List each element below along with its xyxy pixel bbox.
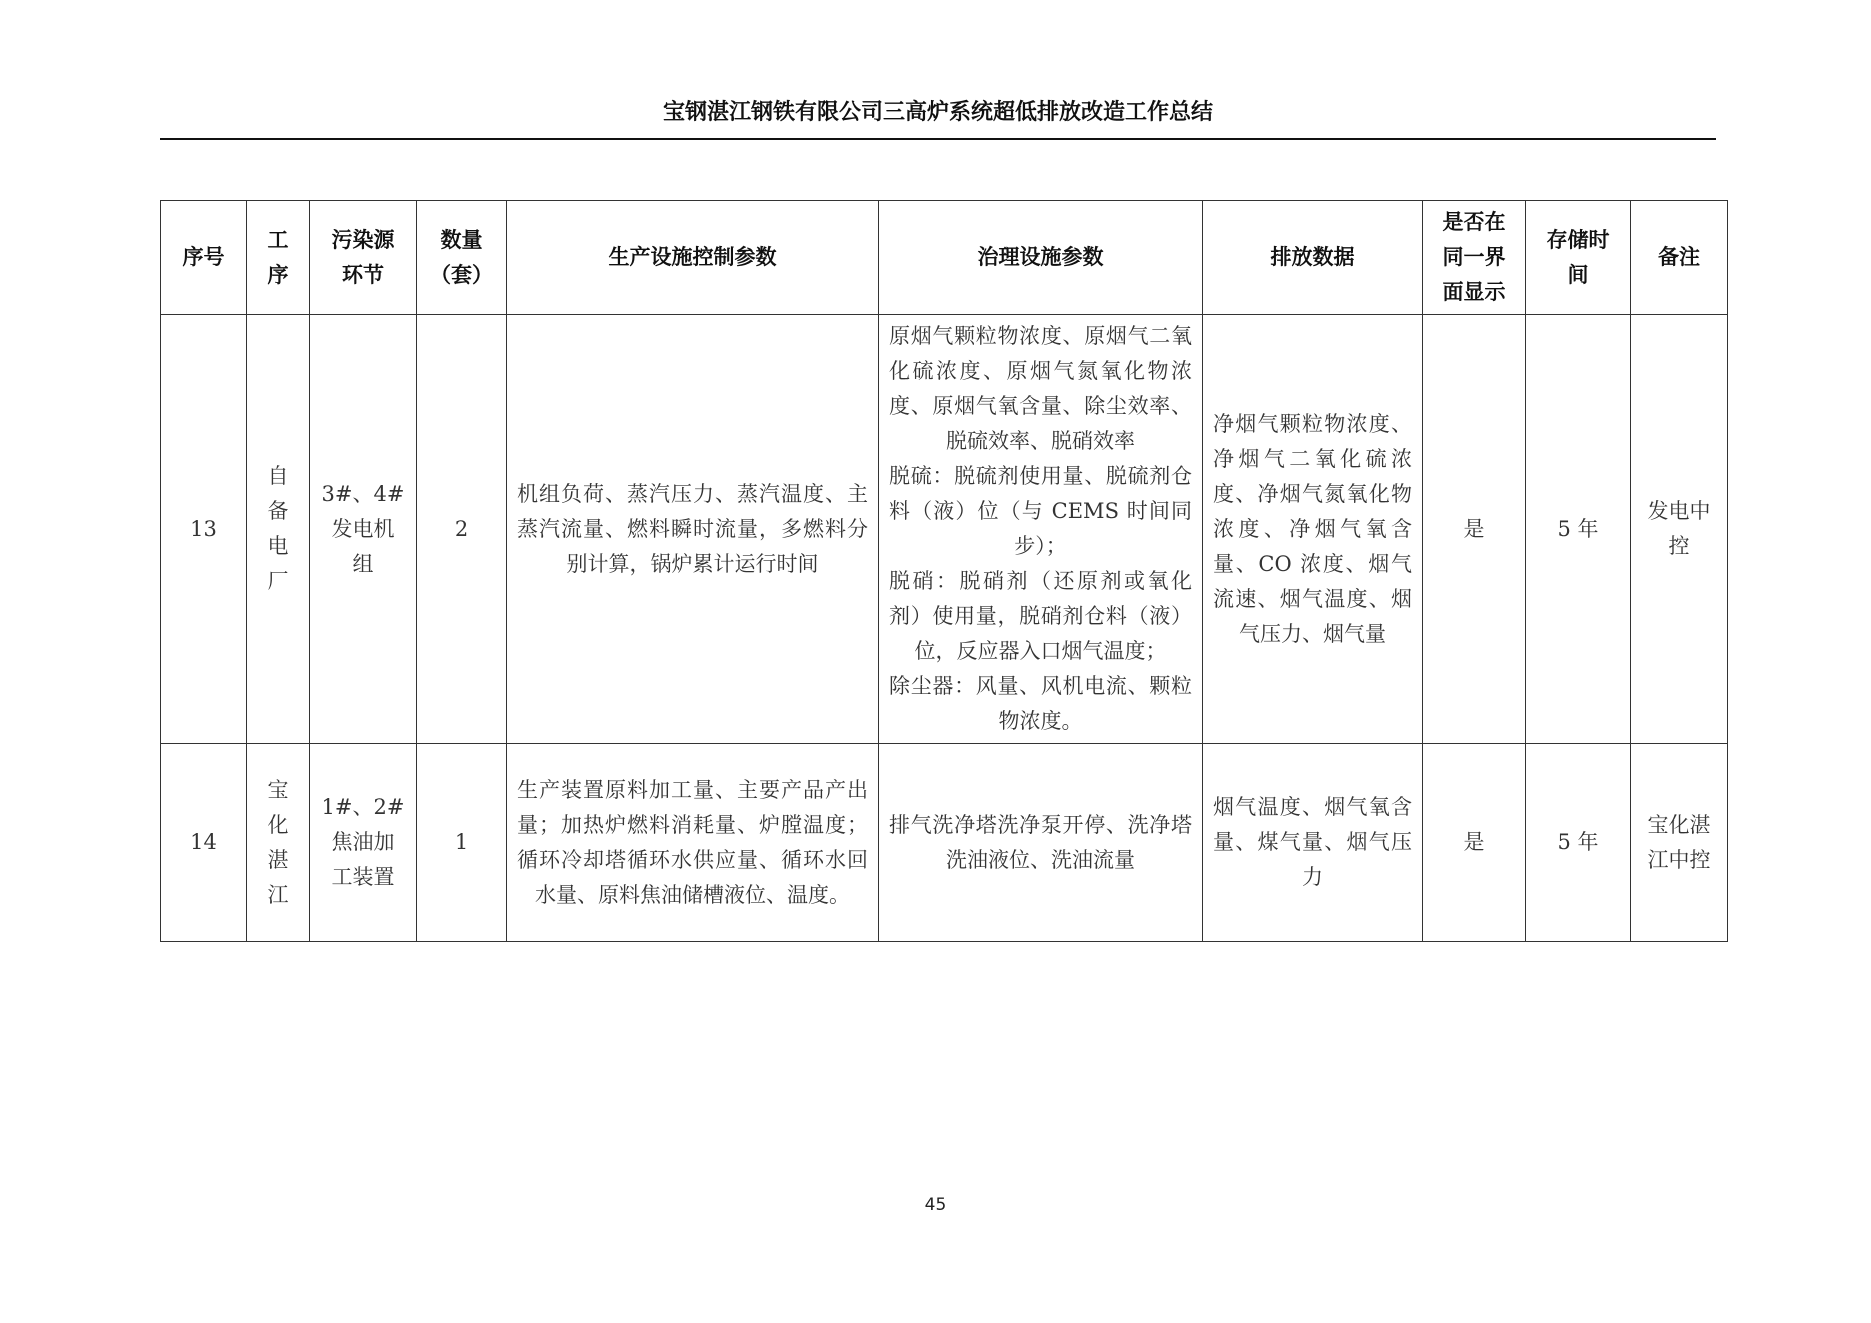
row-treatment-params xyxy=(879,744,1203,942)
header-label: 工 序 xyxy=(267,227,289,287)
row-remark-text: 发电中 控 xyxy=(1647,499,1711,558)
row-process xyxy=(247,315,310,744)
header-cell-source xyxy=(310,201,417,315)
row-remark xyxy=(1631,744,1728,942)
row-storage-time: 5 年 xyxy=(1526,315,1631,744)
header-cell-no xyxy=(161,201,247,315)
header-cell-emission-data xyxy=(1203,201,1423,315)
table-row xyxy=(161,315,1728,744)
row-emission-data: 净烟气颗粒物浓度、净烟气二氧化硫浓度、净烟气氮氧化物浓度、净烟气氧含量、CO 浓度、烟气流速、烟气温度、烟气压力、烟气量 xyxy=(1203,315,1423,744)
treatment-param-line: 排气洗净塔洗净泵开停、洗净塔洗油液位、洗油流量 xyxy=(889,812,1192,872)
header-label: 治理设施参数 xyxy=(977,245,1104,269)
row-source xyxy=(310,315,417,744)
row-process-text: 宝 化 湛 江 xyxy=(267,777,289,907)
header-label: 排放数据 xyxy=(1270,245,1355,269)
page-number: 45 xyxy=(924,1195,947,1215)
row-same-interface: 是 xyxy=(1423,744,1526,942)
header-cell-treatment-params xyxy=(879,201,1203,315)
row-no: 14 xyxy=(161,744,247,942)
row-production-params: 生产装置原料加工量、主要产品产出量；加热炉燃料消耗量、炉膛温度；循环冷却塔循环水供应量、循环水回水量、原料焦油储槽液位、温度。 xyxy=(507,744,879,942)
row-process-text: 自 备 电 厂 xyxy=(267,464,289,593)
header-cell-process xyxy=(247,201,310,315)
row-treatment-params xyxy=(879,315,1203,744)
row-source-text: 3#、4# 发电机 组 xyxy=(321,481,405,576)
header-cell-same-interface xyxy=(1423,201,1526,315)
header-cell-production-params xyxy=(507,201,879,315)
row-no: 13 xyxy=(161,315,247,744)
header-label: 备注 xyxy=(1658,245,1700,269)
row-source xyxy=(310,744,417,942)
treatment-param-line: 原烟气颗粒物浓度、原烟气二氧化硫浓度、原烟气氮氧化物浓度、原烟气氧含量、除尘效率、脱硫效率、脱硝效率 xyxy=(889,324,1192,453)
row-remark xyxy=(1631,315,1728,744)
row-same-interface: 是 xyxy=(1423,315,1526,744)
row-source-text: 1#、2# 焦油加 工装置 xyxy=(321,795,405,889)
treatment-param-line: 脱硫：脱硫剂使用量、脱硫剂仓料（液）位（与 CEMS 时间同步）； xyxy=(889,464,1192,558)
row-remark-text: 宝化湛 江中控 xyxy=(1647,812,1711,872)
header-label: 存储时 间 xyxy=(1546,227,1610,287)
row-process xyxy=(247,744,310,942)
monitoring-parameters-table xyxy=(160,200,1728,942)
header-label: 序号 xyxy=(182,245,225,269)
header-label: 数量 （套） xyxy=(430,227,493,287)
treatment-param-line: 除尘器：风量、风机电流、颗粒物浓度。 xyxy=(889,674,1192,733)
header-label: 污染源 环节 xyxy=(331,227,395,287)
table-row xyxy=(161,744,1728,942)
row-quantity: 1 xyxy=(417,744,507,942)
document-title: 宝钢湛江钢铁有限公司三高炉系统超低排放改造工作总结 xyxy=(662,100,1213,125)
table-header-row xyxy=(161,201,1728,315)
treatment-param-line: 脱硝：脱硝剂（还原剂或氧化剂）使用量，脱硝剂仓料（液）位，反应器入口烟气温度； xyxy=(889,569,1192,663)
header-cell-remark xyxy=(1631,201,1728,315)
header-cell-storage-time xyxy=(1526,201,1631,315)
row-storage-time: 5 年 xyxy=(1526,744,1631,942)
header-label: 是否在 同一界 面显示 xyxy=(1442,210,1506,304)
row-emission-data: 烟气温度、烟气氧含量、煤气量、烟气压力 xyxy=(1203,744,1423,942)
header-cell-quantity xyxy=(417,201,507,315)
header-rule xyxy=(160,138,1716,140)
row-production-params: 机组负荷、蒸汽压力、蒸汽温度、主蒸汽流量、燃料瞬时流量，多燃料分别计算，锅炉累计运行时间 xyxy=(507,315,879,744)
header-label: 生产设施控制参数 xyxy=(608,245,777,269)
row-quantity: 2 xyxy=(417,315,507,744)
